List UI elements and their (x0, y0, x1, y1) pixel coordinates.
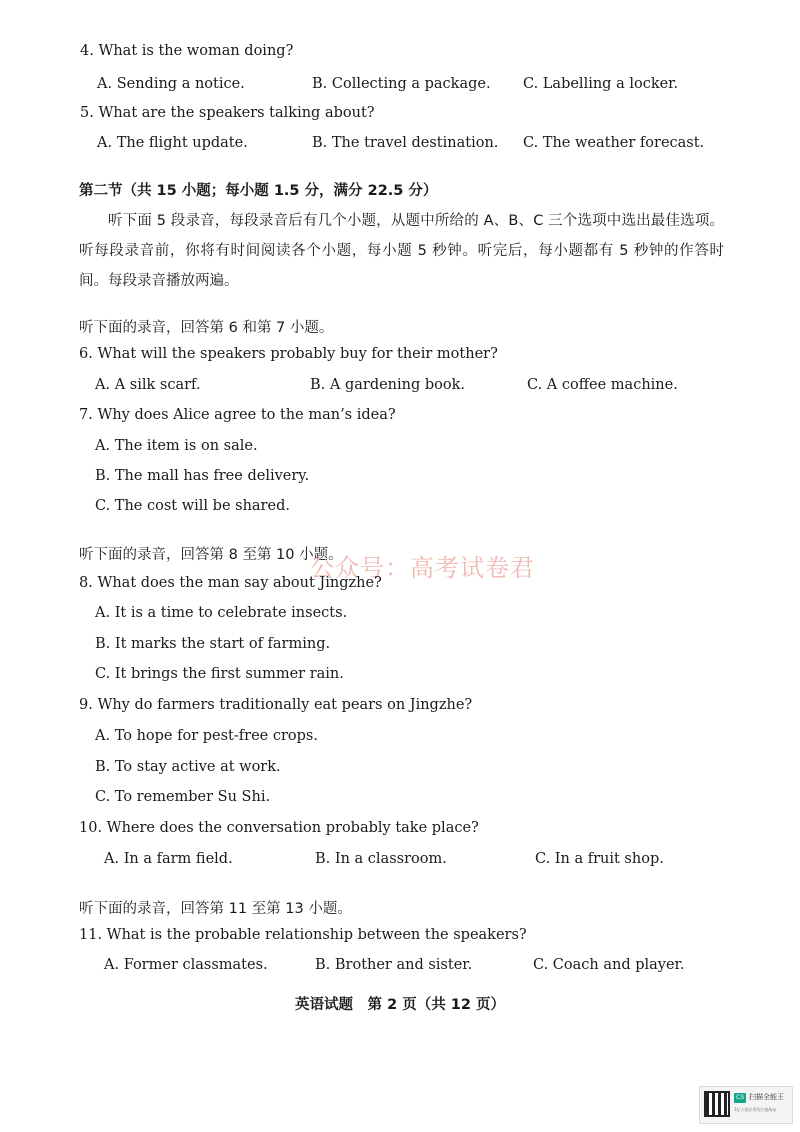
question-10-option-c[interactable]: C. In a fruit shop. (535, 851, 664, 867)
page-footer: 英语试题 第 2 页（共 12 页） (295, 997, 505, 1013)
question-5-option-b[interactable]: B. The travel destination. (312, 135, 499, 151)
question-9-option-b[interactable]: B. To stay active at work. (95, 759, 281, 775)
section-2-instructions: 听下面 5 段录音，每段录音后有几个小题，从题中所给的 A、B、C 三个选项中选出最佳选项。听每段录音前，你将有时间阅读各个小题，每小题 5 秒钟。听完后，每小题都有 5 秒钟的作答时间。每段录音播放两遍。 (79, 213, 724, 289)
question-8-option-b[interactable]: B. It marks the start of farming. (95, 636, 331, 652)
question-7-option-a[interactable]: A. The item is on sale. (95, 438, 258, 454)
question-6-option-a[interactable]: A. A silk scarf. (95, 377, 201, 393)
question-11-stem: 11. What is the probable relationship between the speakers? (79, 927, 527, 943)
question-8-option-c[interactable]: C. It brings the first summer rain. (95, 666, 344, 682)
question-5-option-c[interactable]: C. The weather forecast. (523, 135, 705, 151)
section-2-heading: 第二节（共 15 小题；每小题 1.5 分，满分 22.5 分） (79, 183, 438, 199)
question-8-stem: 8. What does the man say about Jingzhe? (79, 575, 382, 591)
scanner-app-tagline: 3亿人都在用的扫描App (734, 1107, 777, 1112)
question-7-option-b[interactable]: B. The mall has free delivery. (95, 468, 310, 484)
question-4-option-c[interactable]: C. Labelling a locker. (523, 76, 679, 92)
question-11-option-c[interactable]: C. Coach and player. (533, 957, 685, 973)
camscanner-logo-icon: CS (736, 1094, 744, 1101)
question-4-option-b[interactable]: B. Collecting a package. (312, 76, 491, 92)
scanner-badge (699, 1086, 793, 1124)
scanner-app-name: 扫描全能王 (749, 1093, 784, 1101)
question-11-option-b[interactable]: B. Brother and sister. (315, 957, 473, 973)
question-8-option-a[interactable]: A. It is a time to celebrate insects. (95, 605, 348, 621)
question-10-stem: 10. Where does the conversation probably take place? (79, 820, 479, 836)
question-10-option-a[interactable]: A. In a farm field. (104, 851, 233, 867)
qr-code-icon (704, 1091, 730, 1117)
question-7-stem: 7. Why does Alice agree to the man’s idea? (79, 407, 396, 423)
question-9-stem: 9. Why do farmers traditionally eat pears on Jingzhe? (79, 697, 473, 713)
question-10-option-b[interactable]: B. In a classroom. (315, 851, 447, 867)
group-11-13-prompt: 听下面的录音，回答第 11 至第 13 小题。 (79, 901, 352, 917)
question-6-option-c[interactable]: C. A coffee machine. (527, 377, 678, 393)
question-6-stem: 6. What will the speakers probably buy for their mother? (79, 346, 498, 362)
question-5-option-a[interactable]: A. The flight update. (97, 135, 248, 151)
group-8-10-prompt: 听下面的录音，回答第 8 至第 10 小题。 (79, 547, 343, 563)
question-9-option-a[interactable]: A. To hope for pest-free crops. (95, 728, 318, 744)
question-4-stem: 4. What is the woman doing? (80, 43, 294, 59)
question-6-option-b[interactable]: B. A gardening book. (310, 377, 466, 393)
question-7-option-c[interactable]: C. The cost will be shared. (95, 498, 290, 514)
group-6-7-prompt: 听下面的录音，回答第 6 和第 7 小题。 (79, 320, 334, 336)
question-5-stem: 5. What are the speakers talking about? (80, 105, 375, 121)
watermark: 公众号：高考试卷君 (310, 554, 535, 582)
question-11-option-a[interactable]: A. Former classmates. (104, 957, 268, 973)
question-9-option-c[interactable]: C. To remember Su Shi. (95, 789, 271, 805)
question-4-option-a[interactable]: A. Sending a notice. (97, 76, 245, 92)
